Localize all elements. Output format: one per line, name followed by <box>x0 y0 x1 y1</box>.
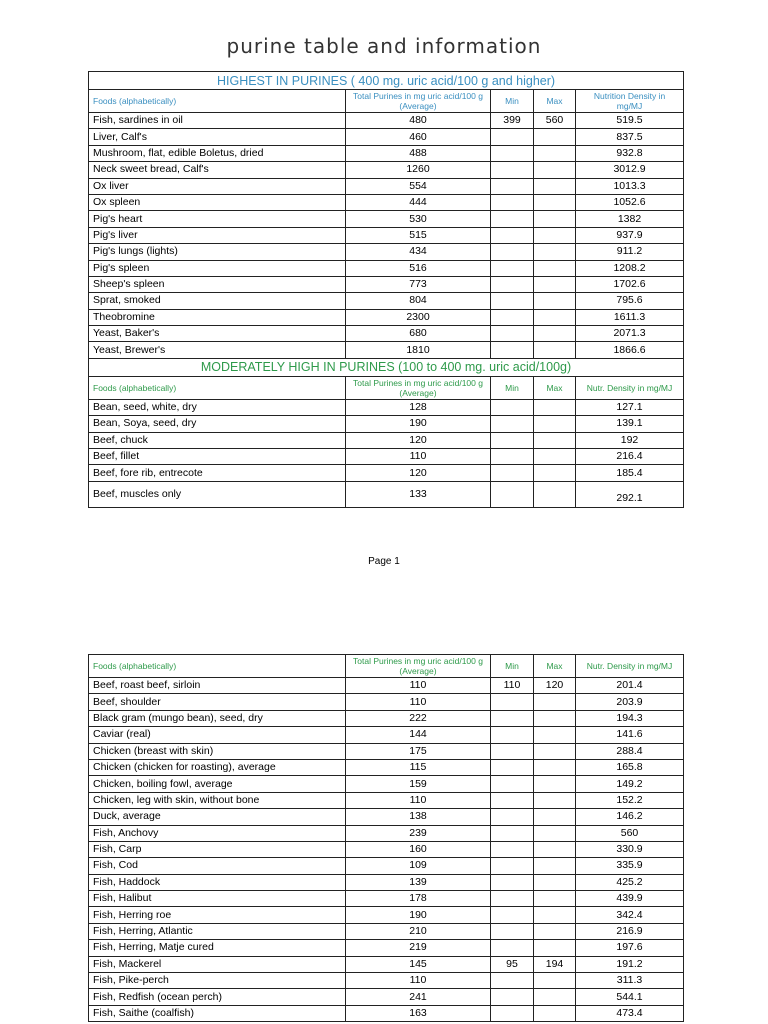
nutrition-density-cell: 837.5 <box>576 129 684 145</box>
food-cell: Mushroom, flat, edible Boletus, dried <box>89 145 346 161</box>
min-cell <box>491 342 534 358</box>
min-cell <box>491 244 534 260</box>
nutrition-density-cell: 1866.6 <box>576 342 684 358</box>
food-cell: Beef, chuck <box>89 432 346 448</box>
total-purines-cell: 190 <box>346 907 491 923</box>
nutrition-density-cell: 937.9 <box>576 227 684 243</box>
nutrition-density-cell: 932.8 <box>576 145 684 161</box>
max-cell <box>534 227 576 243</box>
header-total-purines: Total Purines in mg uric acid/100 g (Average) <box>346 376 491 399</box>
min-cell <box>491 194 534 210</box>
table-row <box>89 792 684 808</box>
total-purines-cell: 163 <box>346 1005 491 1021</box>
food-cell: Fish, Saithe (coalfish) <box>89 1005 346 1021</box>
total-purines-cell: 434 <box>346 244 491 260</box>
food-cell: Fish, Pike-perch <box>89 973 346 989</box>
food-cell: Black gram (mungo bean), seed, dry <box>89 710 346 726</box>
total-purines-cell: 133 <box>346 481 491 507</box>
total-purines-cell: 460 <box>346 129 491 145</box>
section-title-moderate: MODERATELY HIGH IN PURINES (100 to 400 mg. uric acid/100g) <box>89 358 684 376</box>
table-row <box>89 825 684 841</box>
nutrition-density-cell: 544.1 <box>576 989 684 1005</box>
max-cell <box>534 776 576 792</box>
total-purines-cell: 175 <box>346 743 491 759</box>
nutrition-density-cell: 127.1 <box>576 399 684 415</box>
food-cell: Chicken, leg with skin, without bone <box>89 792 346 808</box>
total-purines-cell: 530 <box>346 211 491 227</box>
table-row <box>89 678 684 694</box>
food-cell: Ox liver <box>89 178 346 194</box>
max-cell: 194 <box>534 956 576 972</box>
table-row <box>89 759 684 775</box>
total-purines-cell: 1260 <box>346 162 491 178</box>
purine-table-page-2 <box>88 654 684 1022</box>
table-row <box>89 743 684 759</box>
total-purines-cell: 554 <box>346 178 491 194</box>
food-cell: Sheep's spleen <box>89 276 346 292</box>
nutrition-density-cell: 146.2 <box>576 809 684 825</box>
max-cell <box>534 432 576 448</box>
header-max: Max <box>534 376 576 399</box>
table-row <box>89 326 684 342</box>
total-purines-cell: 241 <box>346 989 491 1005</box>
min-cell: 95 <box>491 956 534 972</box>
food-cell: Fish, Haddock <box>89 874 346 890</box>
nutrition-density-cell: 192 <box>576 432 684 448</box>
nutrition-density-cell: 311.3 <box>576 973 684 989</box>
min-cell <box>491 399 534 415</box>
food-cell: Fish, Carp <box>89 841 346 857</box>
max-cell <box>534 907 576 923</box>
table-row <box>89 342 684 358</box>
table-row <box>89 260 684 276</box>
total-purines-cell: 115 <box>346 759 491 775</box>
min-cell <box>491 416 534 432</box>
table-row <box>89 989 684 1005</box>
nutrition-density-cell: 473.4 <box>576 1005 684 1021</box>
food-cell: Beef, fillet <box>89 449 346 465</box>
header-foods: Foods (alphabetically) <box>89 655 346 678</box>
max-cell <box>534 973 576 989</box>
food-cell: Chicken (chicken for roasting), average <box>89 759 346 775</box>
table-row <box>89 874 684 890</box>
min-cell <box>491 989 534 1005</box>
min-cell <box>491 162 534 178</box>
food-cell: Bean, Soya, seed, dry <box>89 416 346 432</box>
total-purines-cell: 120 <box>346 465 491 481</box>
max-cell <box>534 792 576 808</box>
max-cell <box>534 710 576 726</box>
table-row <box>89 113 684 129</box>
min-cell <box>491 727 534 743</box>
food-cell: Pig's heart <box>89 211 346 227</box>
min-cell <box>491 178 534 194</box>
nutrition-density-cell: 342.4 <box>576 907 684 923</box>
nutrition-density-cell: 165.8 <box>576 759 684 775</box>
nutrition-density-cell: 2071.3 <box>576 326 684 342</box>
total-purines-cell: 120 <box>346 432 491 448</box>
total-purines-cell: 2300 <box>346 309 491 325</box>
column-header-row <box>89 376 684 399</box>
section-header-row <box>89 358 684 376</box>
table-row <box>89 907 684 923</box>
food-cell: Caviar (real) <box>89 727 346 743</box>
total-purines-cell: 219 <box>346 940 491 956</box>
nutrition-density-cell: 288.4 <box>576 743 684 759</box>
table-row <box>89 973 684 989</box>
food-cell: Beef, muscles only <box>89 481 346 507</box>
section-title-high: HIGHEST IN PURINES ( 400 mg. uric acid/100 g and higher) <box>89 72 684 90</box>
min-cell <box>491 276 534 292</box>
min-cell <box>491 792 534 808</box>
nutrition-density-cell: 1052.6 <box>576 194 684 210</box>
max-cell <box>534 841 576 857</box>
table-row <box>89 449 684 465</box>
total-purines-cell: 109 <box>346 858 491 874</box>
table-row <box>89 129 684 145</box>
header-min: Min <box>491 376 534 399</box>
total-purines-cell: 110 <box>346 449 491 465</box>
min-cell <box>491 129 534 145</box>
max-cell <box>534 293 576 309</box>
max-cell <box>534 129 576 145</box>
food-cell: Fish, Cod <box>89 858 346 874</box>
min-cell <box>491 874 534 890</box>
nutrition-density-cell: 194.3 <box>576 710 684 726</box>
table-row <box>89 276 684 292</box>
header-max: Max <box>534 90 576 113</box>
header-nutrition-density: Nutrition Density in mg/MJ <box>576 90 684 113</box>
food-cell: Fish, Herring, Matje cured <box>89 940 346 956</box>
food-cell: Chicken, boiling fowl, average <box>89 776 346 792</box>
table-row <box>89 710 684 726</box>
nutrition-density-cell: 1013.3 <box>576 178 684 194</box>
total-purines-cell: 160 <box>346 841 491 857</box>
header-nutrition-density: Nutr. Density in mg/MJ <box>576 655 684 678</box>
max-cell <box>534 874 576 890</box>
max-cell <box>534 416 576 432</box>
table-row <box>89 227 684 243</box>
max-cell: 560 <box>534 113 576 129</box>
column-header-row <box>89 90 684 113</box>
min-cell <box>491 776 534 792</box>
max-cell <box>534 342 576 358</box>
max-cell <box>534 244 576 260</box>
total-purines-cell: 773 <box>346 276 491 292</box>
food-cell: Beef, roast beef, sirloin <box>89 678 346 694</box>
nutrition-density-cell: 292.1 <box>576 481 684 507</box>
food-cell: Fish, Herring, Atlantic <box>89 923 346 939</box>
min-cell <box>491 858 534 874</box>
table-row <box>89 727 684 743</box>
nutrition-density-cell: 560 <box>576 825 684 841</box>
total-purines-cell: 444 <box>346 194 491 210</box>
nutrition-density-cell: 439.9 <box>576 891 684 907</box>
min-cell <box>491 432 534 448</box>
max-cell <box>534 891 576 907</box>
table-row <box>89 481 684 507</box>
header-total-purines: Total Purines in mg uric acid/100 g (Average) <box>346 90 491 113</box>
min-cell <box>491 809 534 825</box>
nutrition-density-cell: 911.2 <box>576 244 684 260</box>
total-purines-cell: 159 <box>346 776 491 792</box>
max-cell <box>534 759 576 775</box>
food-cell: Fish, sardines in oil <box>89 113 346 129</box>
table-row <box>89 940 684 956</box>
max-cell <box>534 399 576 415</box>
min-cell <box>491 841 534 857</box>
table-row <box>89 145 684 161</box>
food-cell: Fish, Redfish (ocean perch) <box>89 989 346 1005</box>
food-cell: Fish, Herring roe <box>89 907 346 923</box>
min-cell <box>491 293 534 309</box>
table-row <box>89 465 684 481</box>
food-cell: Yeast, Brewer's <box>89 342 346 358</box>
max-cell <box>534 465 576 481</box>
table-row <box>89 776 684 792</box>
max-cell <box>534 194 576 210</box>
nutrition-density-cell: 139.1 <box>576 416 684 432</box>
total-purines-cell: 110 <box>346 973 491 989</box>
nutrition-density-cell: 330.9 <box>576 841 684 857</box>
food-cell: Pig's spleen <box>89 260 346 276</box>
table-row <box>89 293 684 309</box>
max-cell <box>534 940 576 956</box>
min-cell <box>491 211 534 227</box>
min-cell <box>491 260 534 276</box>
table-row <box>89 162 684 178</box>
min-cell <box>491 743 534 759</box>
max-cell: 120 <box>534 678 576 694</box>
food-cell: Neck sweet bread, Calf's <box>89 162 346 178</box>
purine-table-page-1 <box>88 71 684 508</box>
food-cell: Pig's lungs (lights) <box>89 244 346 260</box>
total-purines-cell: 138 <box>346 809 491 825</box>
food-cell: Sprat, smoked <box>89 293 346 309</box>
nutrition-density-cell: 152.2 <box>576 792 684 808</box>
total-purines-cell: 1810 <box>346 342 491 358</box>
table-row <box>89 694 684 710</box>
total-purines-cell: 190 <box>346 416 491 432</box>
table-row <box>89 1005 684 1021</box>
total-purines-cell: 515 <box>346 227 491 243</box>
max-cell <box>534 178 576 194</box>
max-cell <box>534 162 576 178</box>
max-cell <box>534 809 576 825</box>
max-cell <box>534 858 576 874</box>
min-cell: 110 <box>491 678 534 694</box>
total-purines-cell: 804 <box>346 293 491 309</box>
total-purines-cell: 128 <box>346 399 491 415</box>
food-cell: Theobromine <box>89 309 346 325</box>
nutrition-density-cell: 201.4 <box>576 678 684 694</box>
min-cell <box>491 326 534 342</box>
total-purines-cell: 480 <box>346 113 491 129</box>
max-cell <box>534 923 576 939</box>
max-cell <box>534 694 576 710</box>
max-cell <box>534 989 576 1005</box>
min-cell: 399 <box>491 113 534 129</box>
nutrition-density-cell: 141.6 <box>576 727 684 743</box>
table-row <box>89 809 684 825</box>
food-cell: Beef, fore rib, entrecote <box>89 465 346 481</box>
nutrition-density-cell: 216.9 <box>576 923 684 939</box>
max-cell <box>534 309 576 325</box>
table-row <box>89 891 684 907</box>
min-cell <box>491 1005 534 1021</box>
total-purines-cell: 144 <box>346 727 491 743</box>
min-cell <box>491 481 534 507</box>
table-row <box>89 923 684 939</box>
min-cell <box>491 825 534 841</box>
food-cell: Yeast, Baker's <box>89 326 346 342</box>
nutrition-density-cell: 1611.3 <box>576 309 684 325</box>
min-cell <box>491 940 534 956</box>
food-cell: Chicken (breast with skin) <box>89 743 346 759</box>
max-cell <box>534 276 576 292</box>
total-purines-cell: 110 <box>346 694 491 710</box>
min-cell <box>491 227 534 243</box>
total-purines-cell: 488 <box>346 145 491 161</box>
header-foods: Foods (alphabetically) <box>89 90 346 113</box>
nutrition-density-cell: 191.2 <box>576 956 684 972</box>
table-row <box>89 416 684 432</box>
table-row <box>89 858 684 874</box>
table-row <box>89 309 684 325</box>
max-cell <box>534 211 576 227</box>
food-cell: Fish, Anchovy <box>89 825 346 841</box>
max-cell <box>534 825 576 841</box>
food-cell: Fish, Halibut <box>89 891 346 907</box>
max-cell <box>534 145 576 161</box>
nutrition-density-cell: 216.4 <box>576 449 684 465</box>
min-cell <box>491 973 534 989</box>
table-row <box>89 244 684 260</box>
max-cell <box>534 727 576 743</box>
nutrition-density-cell: 1208.2 <box>576 260 684 276</box>
max-cell <box>534 743 576 759</box>
food-cell: Beef, shoulder <box>89 694 346 710</box>
total-purines-cell: 178 <box>346 891 491 907</box>
nutrition-density-cell: 425.2 <box>576 874 684 890</box>
nutrition-density-cell: 197.6 <box>576 940 684 956</box>
min-cell <box>491 891 534 907</box>
max-cell <box>534 260 576 276</box>
max-cell <box>534 326 576 342</box>
nutrition-density-cell: 149.2 <box>576 776 684 792</box>
total-purines-cell: 145 <box>346 956 491 972</box>
table-row <box>89 399 684 415</box>
max-cell <box>534 481 576 507</box>
header-min: Min <box>491 90 534 113</box>
header-nutrition-density: Nutr. Density in mg/MJ <box>576 376 684 399</box>
min-cell <box>491 923 534 939</box>
min-cell <box>491 710 534 726</box>
section-header-row <box>89 72 684 90</box>
min-cell <box>491 309 534 325</box>
column-header-row <box>89 655 684 678</box>
header-min: Min <box>491 655 534 678</box>
nutrition-density-cell: 1382 <box>576 211 684 227</box>
total-purines-cell: 139 <box>346 874 491 890</box>
max-cell <box>534 1005 576 1021</box>
food-cell: Pig's liver <box>89 227 346 243</box>
total-purines-cell: 239 <box>346 825 491 841</box>
min-cell <box>491 145 534 161</box>
min-cell <box>491 449 534 465</box>
min-cell <box>491 694 534 710</box>
max-cell <box>534 449 576 465</box>
header-foods: Foods (alphabetically) <box>89 376 346 399</box>
nutrition-density-cell: 1702.6 <box>576 276 684 292</box>
table-row <box>89 432 684 448</box>
nutrition-density-cell: 335.9 <box>576 858 684 874</box>
page-number: Page 1 <box>368 556 400 567</box>
table-row <box>89 956 684 972</box>
header-max: Max <box>534 655 576 678</box>
total-purines-cell: 110 <box>346 678 491 694</box>
page-title: purine table and information <box>226 34 542 58</box>
table-row <box>89 211 684 227</box>
min-cell <box>491 759 534 775</box>
food-cell: Ox spleen <box>89 194 346 210</box>
nutrition-density-cell: 203.9 <box>576 694 684 710</box>
table-row <box>89 178 684 194</box>
table-row <box>89 841 684 857</box>
total-purines-cell: 110 <box>346 792 491 808</box>
food-cell: Bean, seed, white, dry <box>89 399 346 415</box>
food-cell: Liver, Calf's <box>89 129 346 145</box>
total-purines-cell: 516 <box>346 260 491 276</box>
total-purines-cell: 222 <box>346 710 491 726</box>
nutrition-density-cell: 3012.9 <box>576 162 684 178</box>
nutrition-density-cell: 795.6 <box>576 293 684 309</box>
total-purines-cell: 210 <box>346 923 491 939</box>
total-purines-cell: 680 <box>346 326 491 342</box>
table-row <box>89 194 684 210</box>
header-total-purines: Total Purines in mg uric acid/100 g (Average) <box>346 655 491 678</box>
food-cell: Fish, Mackerel <box>89 956 346 972</box>
min-cell <box>491 465 534 481</box>
food-cell: Duck, average <box>89 809 346 825</box>
nutrition-density-cell: 519.5 <box>576 113 684 129</box>
min-cell <box>491 907 534 923</box>
nutrition-density-cell: 185.4 <box>576 465 684 481</box>
